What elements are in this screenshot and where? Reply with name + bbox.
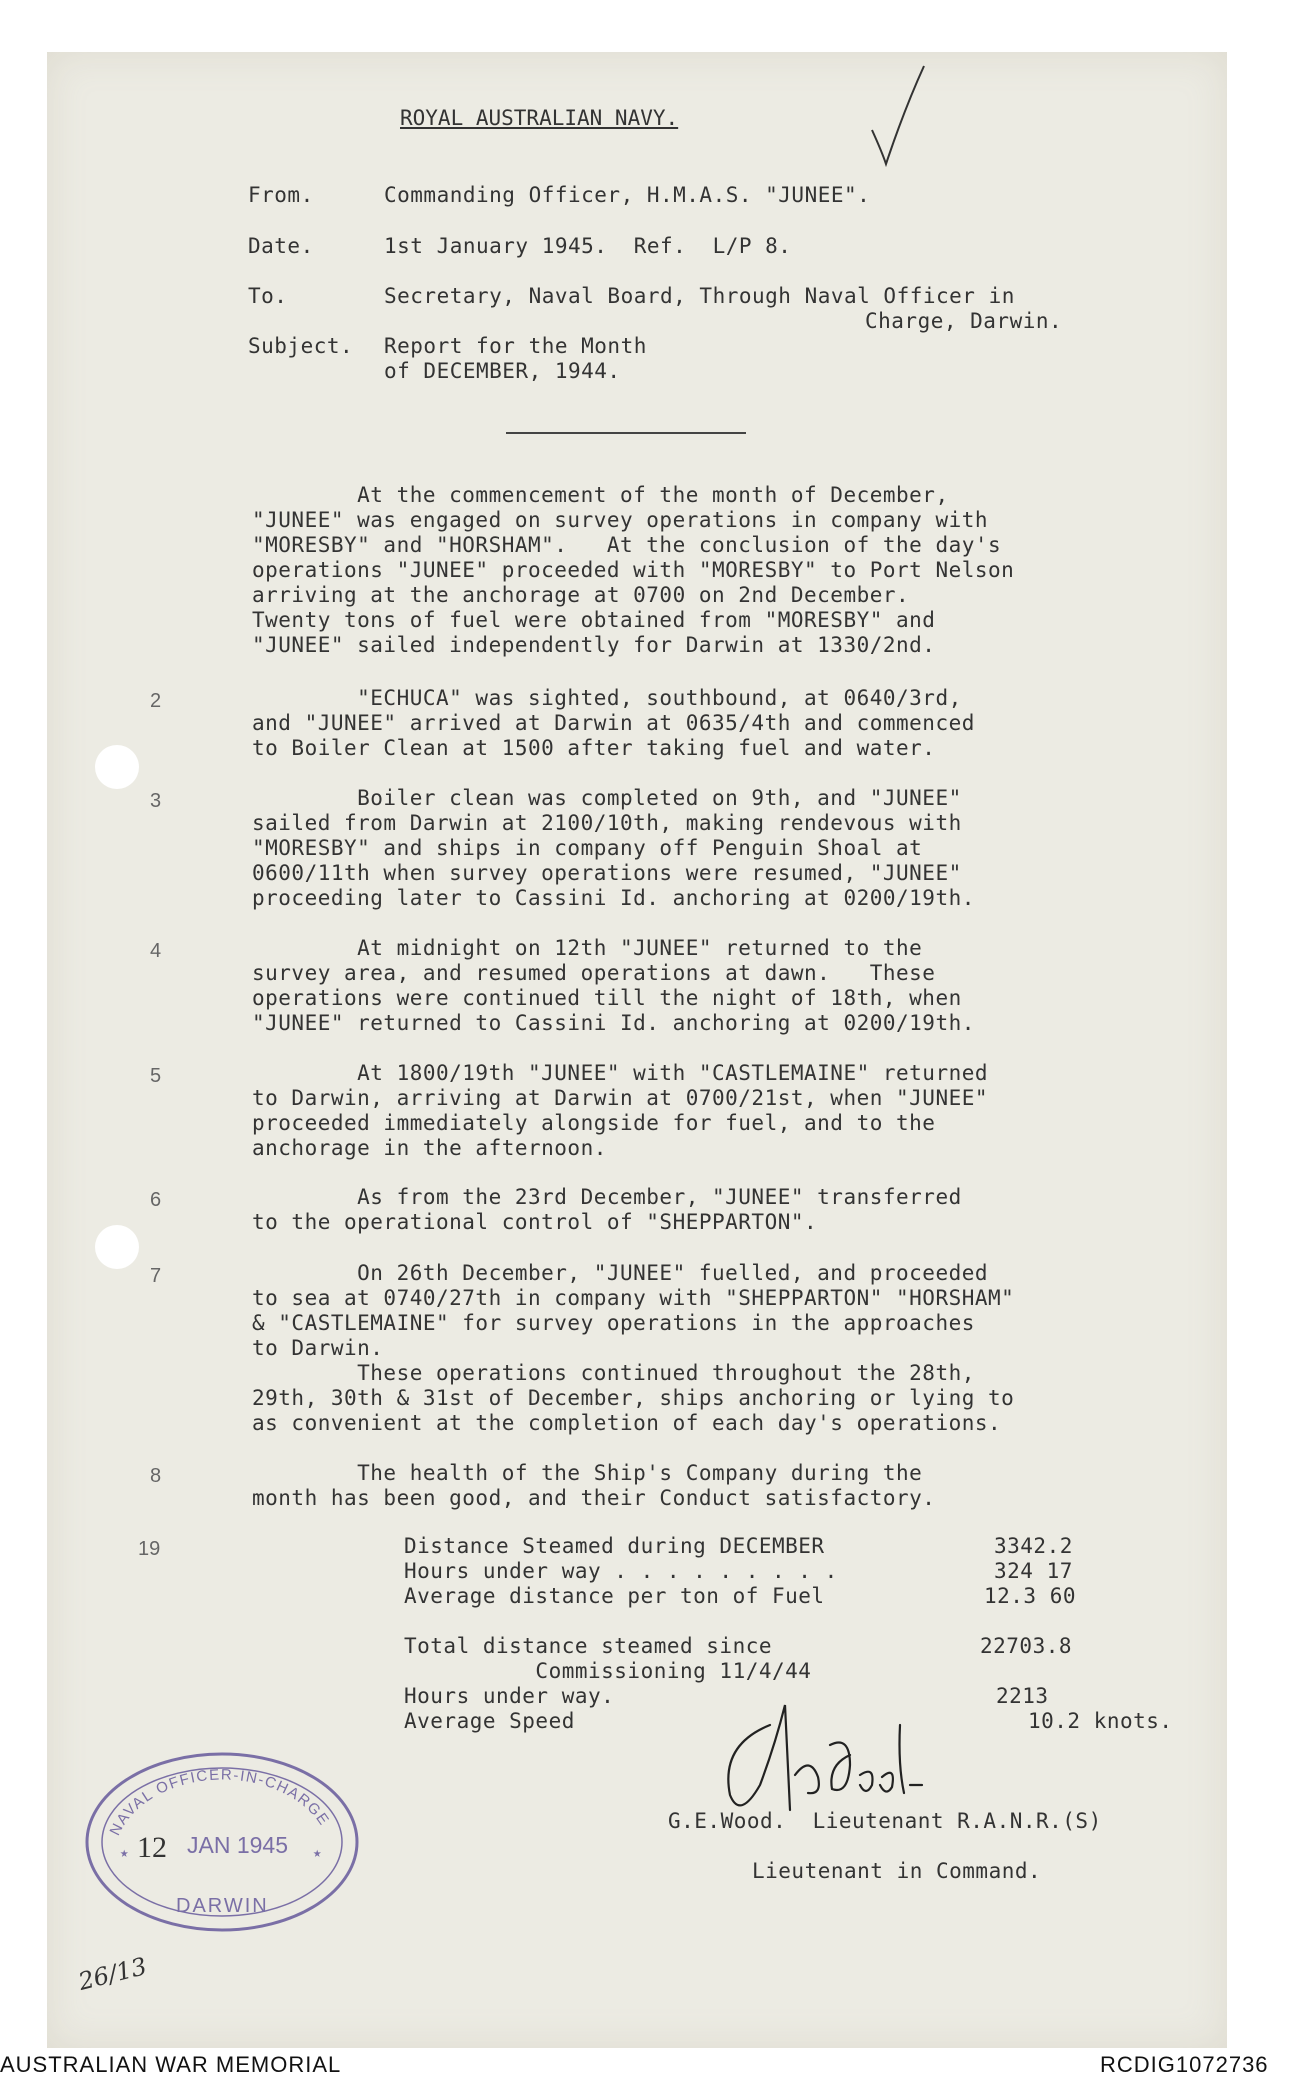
stats-number: 19 bbox=[138, 1538, 161, 1560]
stats-label: Total distance steamed since bbox=[404, 1634, 773, 1658]
to-line-2: Charge, Darwin. bbox=[865, 309, 1063, 333]
paragraph-number: 5 bbox=[150, 1065, 162, 1087]
svg-text:NAVAL OFFICER-IN-CHARGE bbox=[107, 1766, 333, 1838]
paragraph-line: sailed from Darwin at 2100/10th, making rendevous with bbox=[252, 811, 962, 835]
footer-left: AUSTRALIAN WAR MEMORIAL bbox=[0, 2052, 342, 2077]
paragraph-line: anchorage in the afternoon. bbox=[252, 1136, 607, 1160]
paragraph-line: "JUNEE" returned to Cassini Id. anchoring at 0200/19th. bbox=[252, 1011, 975, 1035]
stats-label: Hours under way . . . . . . . . . bbox=[404, 1559, 838, 1583]
paragraph-line: On 26th December, "JUNEE" fuelled, and proceeded bbox=[252, 1261, 989, 1285]
from-label: From. bbox=[248, 183, 314, 207]
paragraph-number: 2 bbox=[150, 690, 162, 712]
paragraph-number: 7 bbox=[150, 1265, 162, 1287]
paragraph-line: "JUNEE" sailed independently for Darwin at 1330/2nd. bbox=[252, 633, 936, 657]
paragraph-line: Twenty tons of fuel were obtained from "MORESBY" and bbox=[252, 608, 936, 632]
paragraph-line: "MORESBY" and "HORSHAM". At the conclusion of the day's bbox=[252, 533, 1002, 557]
paragraph-number: 4 bbox=[150, 940, 162, 962]
paragraph-line: arriving at the anchorage at 0700 on 2nd December. bbox=[252, 583, 910, 607]
naval-officer-stamp bbox=[75, 1745, 370, 1935]
stats-value: 22703.8 bbox=[980, 1634, 1073, 1658]
stats-label: Average distance per ton of Fuel bbox=[404, 1584, 825, 1608]
subject-line-1: Report for the Month bbox=[384, 334, 647, 358]
paragraph-line: Boiler clean was completed on 9th, and "JUNEE" bbox=[252, 786, 962, 810]
paragraph-line: to Boiler Clean at 1500 after taking fuel and water. bbox=[252, 736, 936, 760]
paragraph-line: month has been good, and their Conduct satisfactory. bbox=[252, 1486, 936, 1510]
paragraph-number: 6 bbox=[150, 1189, 162, 1211]
stats-value: 12.3 60 bbox=[984, 1584, 1077, 1608]
paragraph-line: to Darwin. bbox=[252, 1336, 384, 1360]
paragraph-line: proceeded immediately alongside for fuel, and to the bbox=[252, 1111, 936, 1135]
footer-right: RCDIG1072736 bbox=[1100, 2052, 1269, 2077]
stats-label: Distance Steamed during DECEMBER bbox=[404, 1534, 825, 1558]
paragraph-line: 29th, 30th & 31st of December, ships anchoring or lying to bbox=[252, 1386, 1015, 1410]
paragraph-number: 8 bbox=[150, 1465, 162, 1487]
paragraph-line: As from the 23rd December, "JUNEE" transferred bbox=[252, 1185, 962, 1209]
stats-label: Hours under way. bbox=[404, 1684, 615, 1708]
paragraph-number: 3 bbox=[150, 790, 162, 812]
separator-rule bbox=[506, 432, 746, 434]
paragraph-line: At midnight on 12th "JUNEE" returned to the bbox=[252, 936, 923, 960]
paragraph-line: and "JUNEE" arrived at Darwin at 0635/4th and commenced bbox=[252, 711, 975, 735]
paragraph-line: to Darwin, arriving at Darwin at 0700/21st, when "JUNEE" bbox=[252, 1086, 989, 1110]
paragraph-line: survey area, and resumed operations at dawn. These bbox=[252, 961, 936, 985]
stats-value: 3342.2 bbox=[994, 1534, 1073, 1558]
paragraph-line: proceeding later to Cassini Id. anchoring at 0200/19th. bbox=[252, 886, 975, 910]
stamp-bottom-text: DARWIN bbox=[176, 1895, 269, 1917]
stats-value: 324 17 bbox=[994, 1559, 1073, 1583]
handwritten-reference: 26/13 bbox=[75, 1952, 150, 1996]
paragraph-line: At 1800/19th "JUNEE" with "CASTLEMAINE" returned bbox=[252, 1061, 989, 1085]
paragraph-line: At the commencement of the month of December, bbox=[252, 483, 949, 507]
paragraph-line: as convenient at the completion of each day's operations. bbox=[252, 1411, 1002, 1435]
paragraph-line: The health of the Ship's Company during the bbox=[252, 1461, 923, 1485]
signature-name: G.E.Wood. Lieutenant R.A.N.R.(S) bbox=[668, 1809, 1102, 1833]
stamp-top-text: NAVAL OFFICER-IN-CHARGE bbox=[106, 1766, 333, 1839]
check-mark-icon bbox=[868, 60, 928, 170]
to-line-1: Secretary, Naval Board, Through Naval Officer in bbox=[384, 284, 1015, 308]
document-title: ROYAL AUSTRALIAN NAVY. bbox=[400, 106, 679, 130]
from-value: Commanding Officer, H.M.A.S. "JUNEE". bbox=[384, 183, 871, 207]
paragraph-line: & "CASTLEMAINE" for survey operations in the approaches bbox=[252, 1311, 975, 1335]
stamp-date: JAN 1945 bbox=[187, 1832, 289, 1858]
paragraph-line: to sea at 0740/27th in company with "SHEPPARTON" "HORSHAM" bbox=[252, 1286, 1015, 1310]
stats-label: Commissioning 11/4/44 bbox=[404, 1659, 812, 1683]
paragraph-line: 0600/11th when survey operations were resumed, "JUNEE" bbox=[252, 861, 962, 885]
punch-hole-bottom bbox=[95, 1225, 139, 1269]
signature-scribble-icon bbox=[700, 1685, 940, 1825]
subject-line-2: of DECEMBER, 1944. bbox=[384, 359, 621, 383]
stats-value: 2213 bbox=[996, 1684, 1049, 1708]
svg-text:★: ★ bbox=[120, 1845, 129, 1861]
stamp-day: 12 bbox=[137, 1831, 167, 1864]
paragraph-line: operations were continued till the night of 18th, when bbox=[252, 986, 962, 1010]
paragraph-line: These operations continued throughout the 28th, bbox=[252, 1361, 975, 1385]
stats-label: Average Speed bbox=[404, 1709, 575, 1733]
paragraph-line: "JUNEE" was engaged on survey operations in company with bbox=[252, 508, 989, 532]
paragraph-line: "ECHUCA" was sighted, southbound, at 0640/3rd, bbox=[252, 686, 962, 710]
to-label: To. bbox=[248, 284, 288, 308]
signature-rank: Lieutenant in Command. bbox=[752, 1859, 1042, 1883]
paragraph-line: operations "JUNEE" proceeded with "MORESBY" to Port Nelson bbox=[252, 558, 1015, 582]
paragraph-line: to the operational control of "SHEPPARTON". bbox=[252, 1210, 818, 1234]
date-value: 1st January 1945. Ref. L/P 8. bbox=[384, 234, 792, 258]
paragraph-line: "MORESBY" and ships in company off Penguin Shoal at bbox=[252, 836, 923, 860]
svg-text:★: ★ bbox=[313, 1845, 322, 1861]
date-label: Date. bbox=[248, 234, 314, 258]
stats-value: 10.2 knots. bbox=[1028, 1709, 1173, 1733]
subject-label: Subject. bbox=[248, 334, 354, 358]
punch-hole-top bbox=[95, 745, 139, 789]
